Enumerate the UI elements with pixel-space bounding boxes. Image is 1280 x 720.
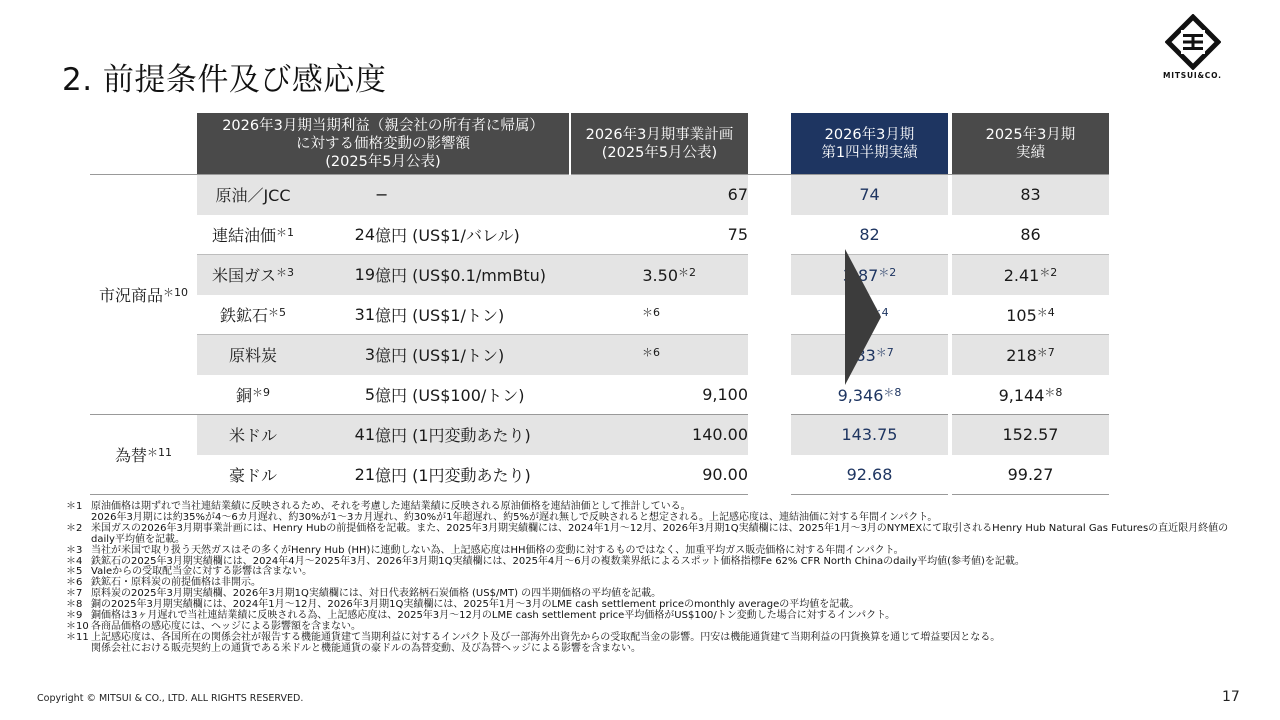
header-q1-actual: 2026年3月期 第1四半期実績: [791, 113, 948, 175]
table-row: 豪ドル 21 億円 (1円変動あたり) 90.00 92.68 99.27: [90, 455, 1109, 495]
footnotes: [66, 502, 1246, 655]
table-row: 原料炭 3 億円 (US$1/トン) $^{*6}$ $183^{*7}$ $218^{*7}$: [90, 335, 1109, 375]
chevron-right-icon: [845, 249, 881, 385]
header-sensitivity: 2026年3月期当期利益（親会社の所有者に帰属） に対する価格変動の影響額 (2025年5月公表): [197, 113, 570, 175]
table-row: 米国ガス$^{*3}$ 19 億円 (US$0.1/mmBtu) $3.50^{*2}$ $3.87^{*2}$ $2.41^{*2}$: [90, 255, 1109, 295]
table-row: 連結油価$^{*1}$ 24 億円 (US$1/バレル) 75 82 86: [90, 215, 1109, 255]
page-title: 2. 前提条件及び感応度: [62, 62, 387, 98]
company-logo: [1163, 14, 1223, 80]
table-row: 市況商品$^{*10}$ 原油／JCC − 67 74 83: [90, 175, 1109, 215]
copyright: Copyright © MITSUI & CO., LTD. ALL RIGHTS RESERVED.: [37, 693, 304, 704]
footnote: ＊11 上記感応度は、各国所在の関係会社が報告する機能通貨建て当期利益に対するインパクト及び一部海外出資先からの受取配当金の影響。円安は機能通貨建て当期利益の円貨換算を通じて増益要因となる。 関係会社における販売契約上の通貨である米ドルと機能通貨の豪ドルの為替変動、及び為替ヘッジによる影響を含まない。: [66, 631, 1001, 654]
page-number: 17: [1222, 689, 1240, 705]
footnote: ＊1 原油価格は期ずれで当社連結業績に反映されるため、それを考慮した連結業績に反映される原油価格を連結油価として推計している。 2026年3月期には約35%が4～6カ月遅れ、約30%が1～3カ月遅れ、約30%が1年超遅れ、約5%が遅れ無しで反映されると想定される。上記感応度は、連結油価に対する年間インパクト。: [66, 501, 938, 523]
category-fx: 為替$^{*11}$: [90, 415, 197, 495]
table-row: 銅$^{*9}$ 5 億円 (US$100/トン) 9,100 $9,346^{*8}$ $9,144^{*8}$: [90, 375, 1109, 415]
footnote: ＊10 各商品価格の感応度には、ヘッジによる影響額を含まない。: [66, 620, 361, 632]
footnote: ＊7 原料炭の2025年3月期実績欄、2026年3月期1Q実績欄には、対日代表銘柄石炭価格 (US$/MT) の四半期価格の平均値を記載。: [66, 588, 662, 600]
category-commodities: 市況商品$^{*10}$: [90, 175, 197, 415]
table-row: 為替$^{*11}$ 米ドル 41 億円 (1円変動あたり) 140.00 143.75 152.57: [90, 415, 1109, 455]
header-plan: 2026年3月期事業計画 (2025年5月公表): [570, 113, 748, 175]
logo-wordmark: MITSUI&CO.: [1163, 71, 1222, 80]
footnote: ＊3 当社が米国で取り扱う天然ガスはその多くがHenry Hub (HH)に連動しない為、上記感応度はHH価格の変動に対するものではなく、加重平均ガス販売価格に対する年間インパクト。: [66, 544, 904, 556]
footnote: ＊6 鉄鉱石・原料炭の前提価格は非開示。: [66, 577, 261, 589]
footnote: ＊5 Valeからの受取配当金に対する影響は含まない。: [66, 566, 313, 578]
footnote: ＊8 銅の2025年3月期実績欄には、2024年1月～12月、2026年3月期1Q実績欄には、2025年1月～3月のLME cash settlement priceのmonthly averageの平均値を記載。: [66, 599, 860, 611]
footnote: ＊9 銅価格は3ヶ月遅れで当社連結業績に反映される為、上記感応度は、2025年3月～12月のLME cash settlement price平均価格がUS$100/トン変動した場合に対するインパクト。: [66, 610, 896, 622]
mitsui-logo-icon: [1165, 14, 1221, 70]
table-row: 鉄鉱石$^{*5}$ 31 億円 (US$1/トン) $^{*6}$ $98^{*4}$ $105^{*4}$: [90, 295, 1109, 335]
footnote: ＊4 鉄鉱石の2025年3月期実績欄には、2024年4月～2025年3月、2026年3月期1Q実績欄には、2025年4月～6月の複数業界紙によるスポット価格指標Fe 62% CFR North Chinaのdaily平均値(参考値)を記載。: [66, 555, 1025, 567]
footnote: ＊2 米国ガスの2026年3月期事業計画には、Henry Hubの前提価格を記載。また、2025年3月期実績欄には、2024年1月～12月、2026年3月期1Q実績欄には、2025年1月～3月のNYMEXにて取引されるHenry Hub Natural Gas Futuresの直近限月終値のdaily平均値を記載。: [66, 522, 1229, 545]
sensitivity-table: [90, 113, 1109, 495]
header-fy2025-actual: 2025年3月期 実績: [952, 113, 1109, 175]
